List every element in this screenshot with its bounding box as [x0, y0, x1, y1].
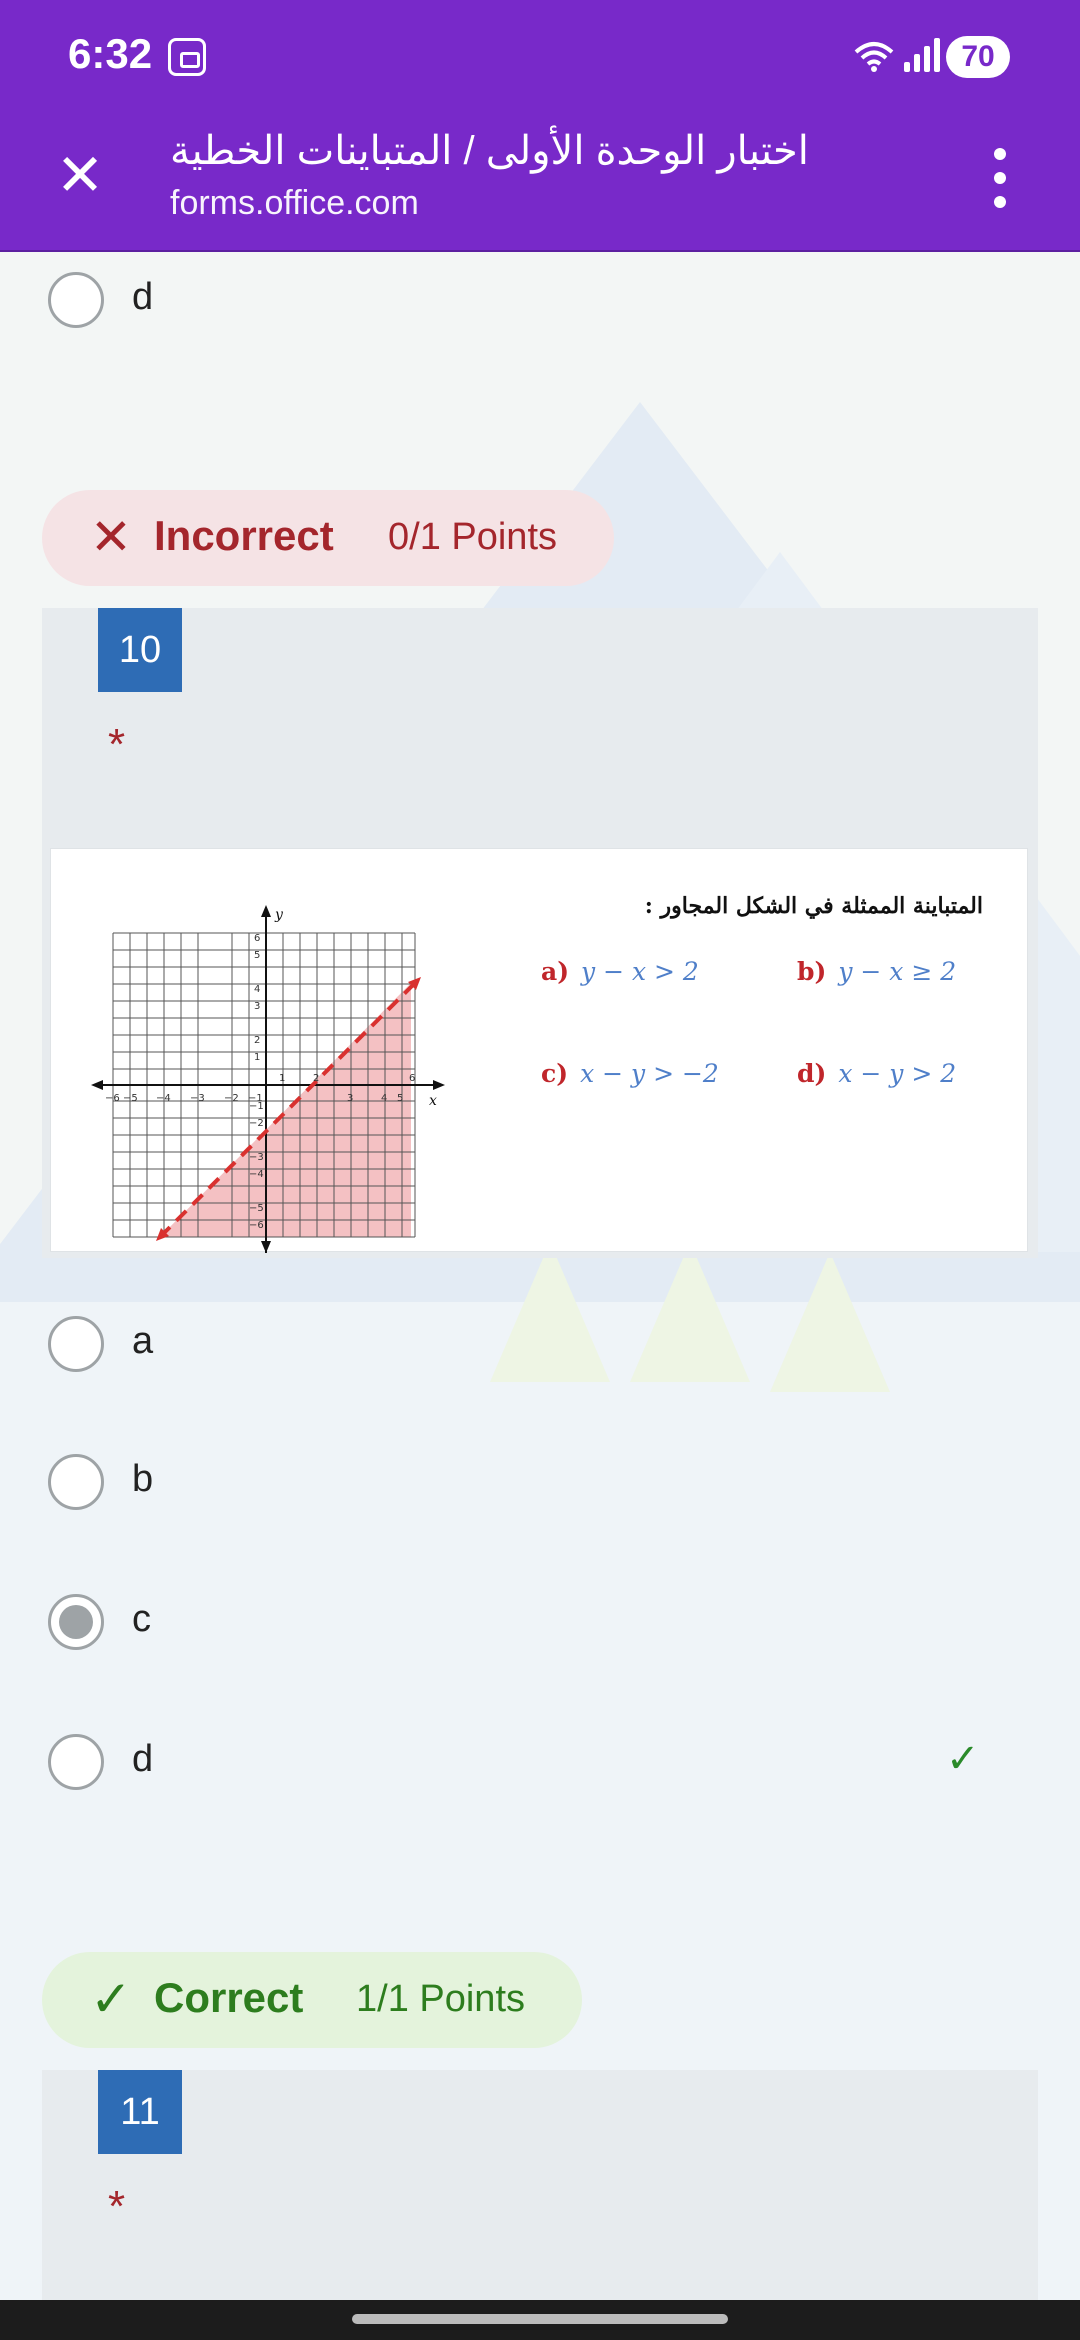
choice-expression: x − y > −2: [580, 1059, 719, 1088]
signal-icon: [902, 36, 942, 72]
choice-a-text: [541, 957, 699, 986]
x-tick-label: −2: [224, 1093, 239, 1104]
radio-button[interactable]: [48, 1316, 104, 1372]
y-tick-label: 4: [254, 984, 261, 995]
x-tick-label: 2: [313, 1073, 320, 1084]
y-tick-label: −5: [249, 1203, 264, 1214]
close-icon[interactable]: ✕: [55, 143, 105, 208]
required-mark: *: [108, 720, 126, 769]
option-label: c: [132, 1598, 151, 1640]
y-tick-label: 2: [254, 1035, 261, 1046]
screenshot-icon: [168, 38, 206, 76]
page-title: اختبار الوحدة الأولى / المتباينات الخطية: [170, 129, 809, 173]
radio-button[interactable]: [48, 1734, 104, 1790]
radio-button[interactable]: [48, 272, 104, 328]
x-tick-label: −5: [123, 1093, 138, 1104]
choice-b-text: [797, 957, 956, 986]
choice-d-text: [797, 1059, 956, 1088]
result-badge-incorrect: [42, 490, 614, 586]
choice-expression: x − y > 2: [838, 1059, 957, 1088]
result-points: 0/1 Points: [388, 516, 557, 558]
result-status: Correct: [154, 1974, 304, 2021]
check-icon: ✓: [946, 1737, 980, 1781]
y-tick-label: 6: [254, 933, 261, 944]
y-tick-label: 5: [254, 950, 261, 961]
choice-letter: b): [797, 957, 827, 986]
option-label: a: [132, 1320, 154, 1362]
x-tick-label: −1: [248, 1093, 263, 1104]
choice-c-text: [541, 1059, 719, 1088]
x-tick-label: −3: [190, 1093, 205, 1104]
question-prompt: المتباينة الممثلة في الشكل المجاور :: [644, 893, 983, 919]
choice-letter: c): [541, 1059, 569, 1088]
y-tick-label: −3: [249, 1152, 264, 1163]
option-c-selected[interactable]: [48, 1592, 1048, 1652]
option-b[interactable]: [48, 1452, 1048, 1512]
status-bar: [0, 0, 1080, 118]
x-tick-label: 6: [409, 1073, 416, 1084]
choice-expression: y − x > 2: [581, 957, 699, 986]
option-label: d: [132, 1738, 154, 1780]
option-d-prev[interactable]: [48, 270, 1048, 330]
x-axis-label: x: [429, 1093, 437, 1109]
y-tick-label: 3: [254, 1001, 261, 1012]
y-tick-label: −2: [249, 1118, 264, 1129]
more-options-icon[interactable]: [980, 144, 1024, 214]
required-mark: *: [108, 2182, 126, 2231]
radio-button-selected[interactable]: [48, 1594, 104, 1650]
battery-indicator: 70: [946, 36, 1010, 78]
choice-letter: a): [541, 957, 570, 986]
question-number: 11: [98, 2070, 182, 2154]
option-a[interactable]: [48, 1314, 1048, 1374]
x-tick-label: −6: [105, 1093, 120, 1104]
y-axis-label: y: [275, 907, 283, 923]
x-tick-label: 5: [397, 1093, 404, 1104]
question-card-11: [42, 2070, 1038, 2300]
option-d-correct[interactable]: [48, 1732, 1048, 1792]
result-status: Incorrect: [154, 512, 334, 559]
check-icon: ✓: [90, 1971, 132, 2027]
wifi-icon: [852, 38, 896, 83]
x-icon: ✕: [90, 509, 132, 565]
choice-expression: y − x ≥ 2: [838, 957, 957, 986]
app-bar: [0, 118, 1080, 252]
x-tick-label: 4: [381, 1093, 388, 1104]
result-badge-correct: [42, 1952, 582, 2048]
y-tick-label: −4: [249, 1169, 264, 1180]
option-label: d: [132, 276, 154, 318]
question-image: [50, 848, 1028, 1252]
x-tick-label: 3: [347, 1093, 354, 1104]
page-url: forms.office.com: [170, 184, 419, 222]
x-tick-label: −4: [156, 1093, 171, 1104]
y-tick-label: −1: [249, 1101, 264, 1112]
option-label: b: [132, 1458, 154, 1500]
result-points: 1/1 Points: [356, 1978, 525, 2020]
choice-letter: d): [797, 1059, 827, 1088]
x-tick-label: 1: [279, 1073, 286, 1084]
radio-button[interactable]: [48, 1454, 104, 1510]
home-gesture-handle[interactable]: [352, 2314, 728, 2324]
y-tick-label: 1: [254, 1052, 261, 1063]
question-number: 10: [98, 608, 182, 692]
navigation-bar: [0, 2300, 1080, 2340]
status-time: 6:32: [68, 30, 153, 77]
y-tick-label: −6: [249, 1220, 264, 1231]
